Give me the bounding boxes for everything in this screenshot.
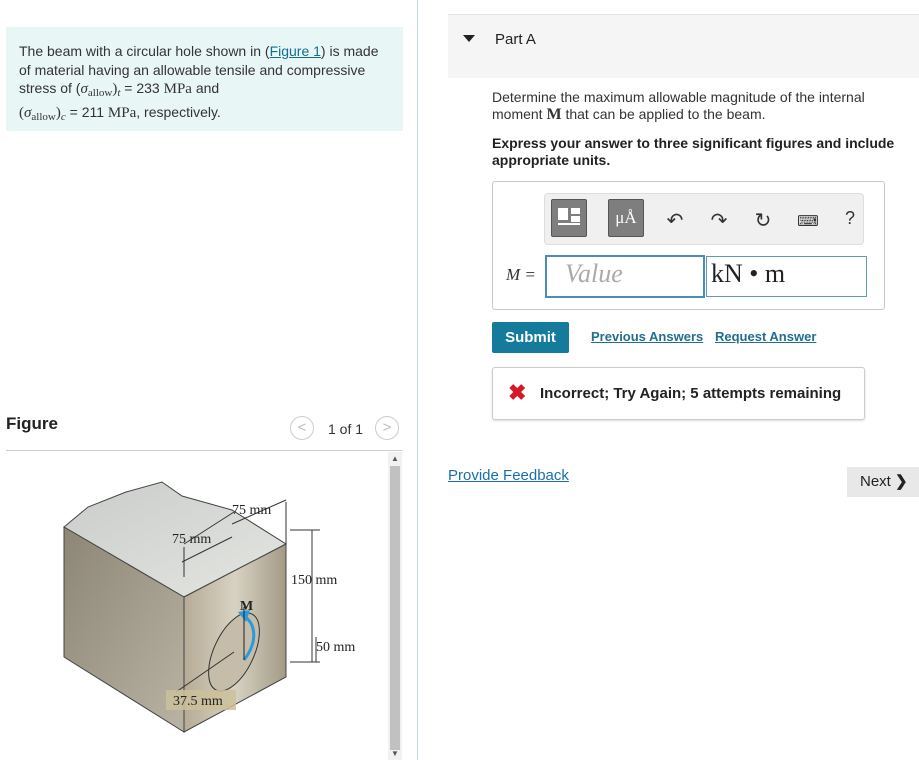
- templates-button[interactable]: [551, 199, 587, 237]
- redo-icon[interactable]: ↷: [710, 210, 728, 232]
- beam-figure: [6, 452, 386, 760]
- compression-value: = 211: [69, 103, 105, 120]
- reset-icon[interactable]: ↻: [754, 210, 772, 232]
- compression-subscript: c: [60, 110, 66, 123]
- instructions: Express your answer to three significant figures and include appropriate units.: [492, 135, 895, 168]
- dim-left-width: 75 mm: [172, 532, 212, 547]
- keyboard-icon[interactable]: ⌨: [797, 213, 819, 230]
- submit-button[interactable]: Submit: [492, 322, 569, 353]
- x-icon: ✖: [508, 380, 527, 405]
- question-suffix: that can be applied to the beam.: [565, 106, 766, 122]
- problem-statement: The beam with a circular hole shown in (Figure 1) is made of material having an allowable tensile and compressive stress of $(\sigma_{allow})_t = 233$ MPa and $(\sigma_{allow})_c = 211$ MPa, respectively.: [6, 27, 403, 131]
- chevron-right-icon: ❯: [895, 473, 908, 490]
- tension-value: = 233: [124, 80, 160, 96]
- figure-pager: 1 of 1: [328, 421, 364, 437]
- dim-top-depth: 75 mm: [232, 503, 272, 518]
- feedback-text: Incorrect; Try Again; 5 attempts remaining: [540, 385, 842, 402]
- moment-label: M: [240, 599, 254, 614]
- variable-label: [506, 265, 536, 285]
- request-answer-link[interactable]: Request Answer: [715, 329, 817, 344]
- previous-answers-link[interactable]: Previous Answers: [591, 329, 704, 344]
- undo-icon[interactable]: ↶: [666, 210, 684, 232]
- panel-divider: [417, 0, 418, 760]
- previous-figure-button[interactable]: [290, 416, 314, 440]
- variable-text: M =: [506, 265, 536, 284]
- next-figure-button[interactable]: [375, 416, 399, 440]
- allow-subscript-2: allow: [31, 110, 56, 123]
- chevron-left-icon: <: [297, 419, 307, 436]
- next-label: Next: [860, 473, 891, 490]
- scroll-up-icon[interactable]: ▲: [391, 454, 399, 463]
- figure-link[interactable]: Figure 1: [269, 43, 321, 59]
- units-icon: μÅ: [615, 208, 637, 227]
- problem-text-mid: ) is made of material having an allowable tensile and compressive stress of (: [19, 43, 379, 96]
- dim-hole-label: 37.5 mm: [173, 694, 223, 709]
- collapse-triangle-icon[interactable]: [463, 35, 475, 42]
- value-input[interactable]: Value: [545, 255, 705, 298]
- part-title: Part A: [495, 31, 536, 48]
- problem-text-prefix: The beam with a circular hole shown in (: [19, 43, 270, 59]
- chevron-right-icon: >: [382, 419, 392, 436]
- next-button[interactable]: [847, 467, 919, 497]
- sigma-symbol: σ: [80, 81, 88, 97]
- allow-subscript: allow: [87, 87, 113, 99]
- dim-hole-offset: 50 mm: [316, 640, 356, 655]
- question-text: [492, 89, 902, 123]
- units-button[interactable]: [608, 199, 644, 237]
- question-prefix: Determine the maximum allowable magnitude of the internal moment: [492, 89, 865, 122]
- compression-unit: MPa: [107, 104, 137, 121]
- figure-scrollbar-thumb[interactable]: [390, 466, 400, 750]
- sigma-symbol-2: σ: [24, 104, 32, 121]
- scroll-down-icon[interactable]: ▼: [391, 749, 399, 758]
- help-icon[interactable]: ?: [844, 208, 855, 228]
- provide-feedback-link[interactable]: Provide Feedback: [448, 467, 569, 484]
- templates-icon: [552, 200, 586, 236]
- units-input[interactable]: kN • m: [706, 256, 867, 297]
- tension-unit: MPa: [163, 81, 192, 97]
- figure-divider: [6, 450, 402, 451]
- problem-text-end: , respectively.: [136, 103, 221, 120]
- tension-subscript: t: [117, 87, 121, 99]
- figure-label: Figure: [6, 414, 58, 433]
- and-text: and: [195, 80, 220, 96]
- question-symbol: M: [546, 106, 562, 123]
- dim-height: 150 mm: [291, 573, 338, 588]
